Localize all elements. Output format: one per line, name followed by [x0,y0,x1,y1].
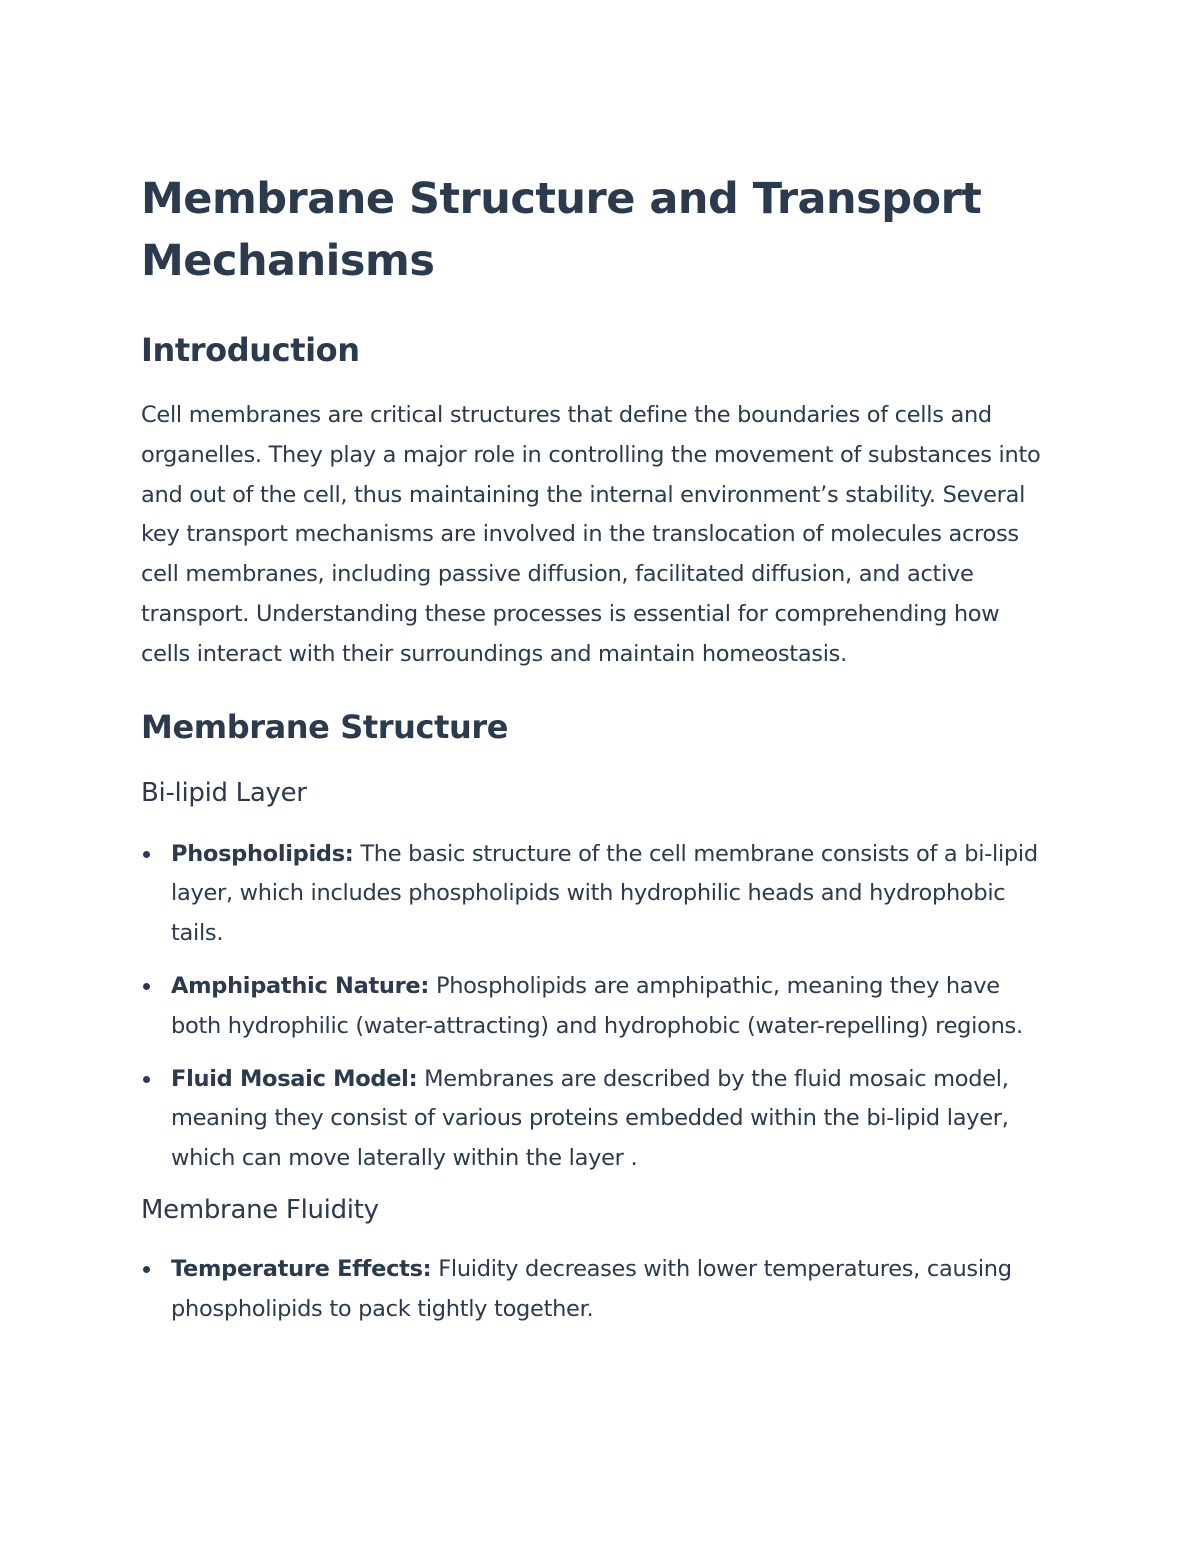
introduction-paragraph: Cell membranes are critical structures that define the boundaries of cells and organelles. They play a major role in controlling the movement of substances into and out of the cell, thus maintaining the internal environment’s stability. Several key transport mechanisms are involved in the translocation of molecules across cell membranes, including passive diffusion, facilitated diffusion, and active transport. Understanding these processes is essential for comprehending how cells interact with their surroundings and maintain homeostasis. [141,402,1041,667]
list-item-text: The basic structure of the cell membrane consists of a bi-lipid layer, which includes phospholipids with hydrophilic heads and hydrophobic tails. [171,840,1038,947]
bullet-icon [143,1076,150,1083]
list-item-term: Fluid Mosaic Model: [171,1065,418,1092]
list-item-text: Membranes are described by the fluid mosaic model, meaning they consist of various proteins embedded within the bi-lipid layer, which can move laterally within the layer . [171,1065,1009,1172]
document-page [141,168,1046,1343]
page-title: Membrane Structure and Transport Mechanisms [141,174,982,286]
bullet-icon [143,851,150,858]
membrane-fluidity-heading: Membrane Fluidity [141,1194,379,1225]
bullet-icon [143,983,150,990]
list-item-fluid-mosaic-model [141,1060,1046,1179]
introduction-heading: Introduction [141,331,360,369]
membrane-fluidity-list [141,1250,1046,1330]
list-item-term: Phospholipids: [171,840,354,867]
list-item-temperature-effects [141,1250,1046,1330]
list-item-text: Phospholipids are amphipathic, meaning they have both hydrophilic (water-attracting) and hydrophobic (water-repelling) regions. [171,972,1023,1039]
list-item-term: Temperature Effects: [171,1255,432,1282]
bilipid-layer-heading: Bi-lipid Layer [141,777,307,808]
membrane-structure-heading: Membrane Structure [141,707,509,746]
list-item-amphipathic-nature [141,967,1046,1047]
list-item-text: Fluidity decreases with lower temperatures, causing phospholipids to pack tightly together. [171,1255,1012,1322]
list-item-phospholipids [141,835,1046,954]
list-item-term: Amphipathic Nature: [171,972,430,999]
bullet-icon [143,1266,150,1273]
bilipid-layer-list [141,835,1046,1179]
